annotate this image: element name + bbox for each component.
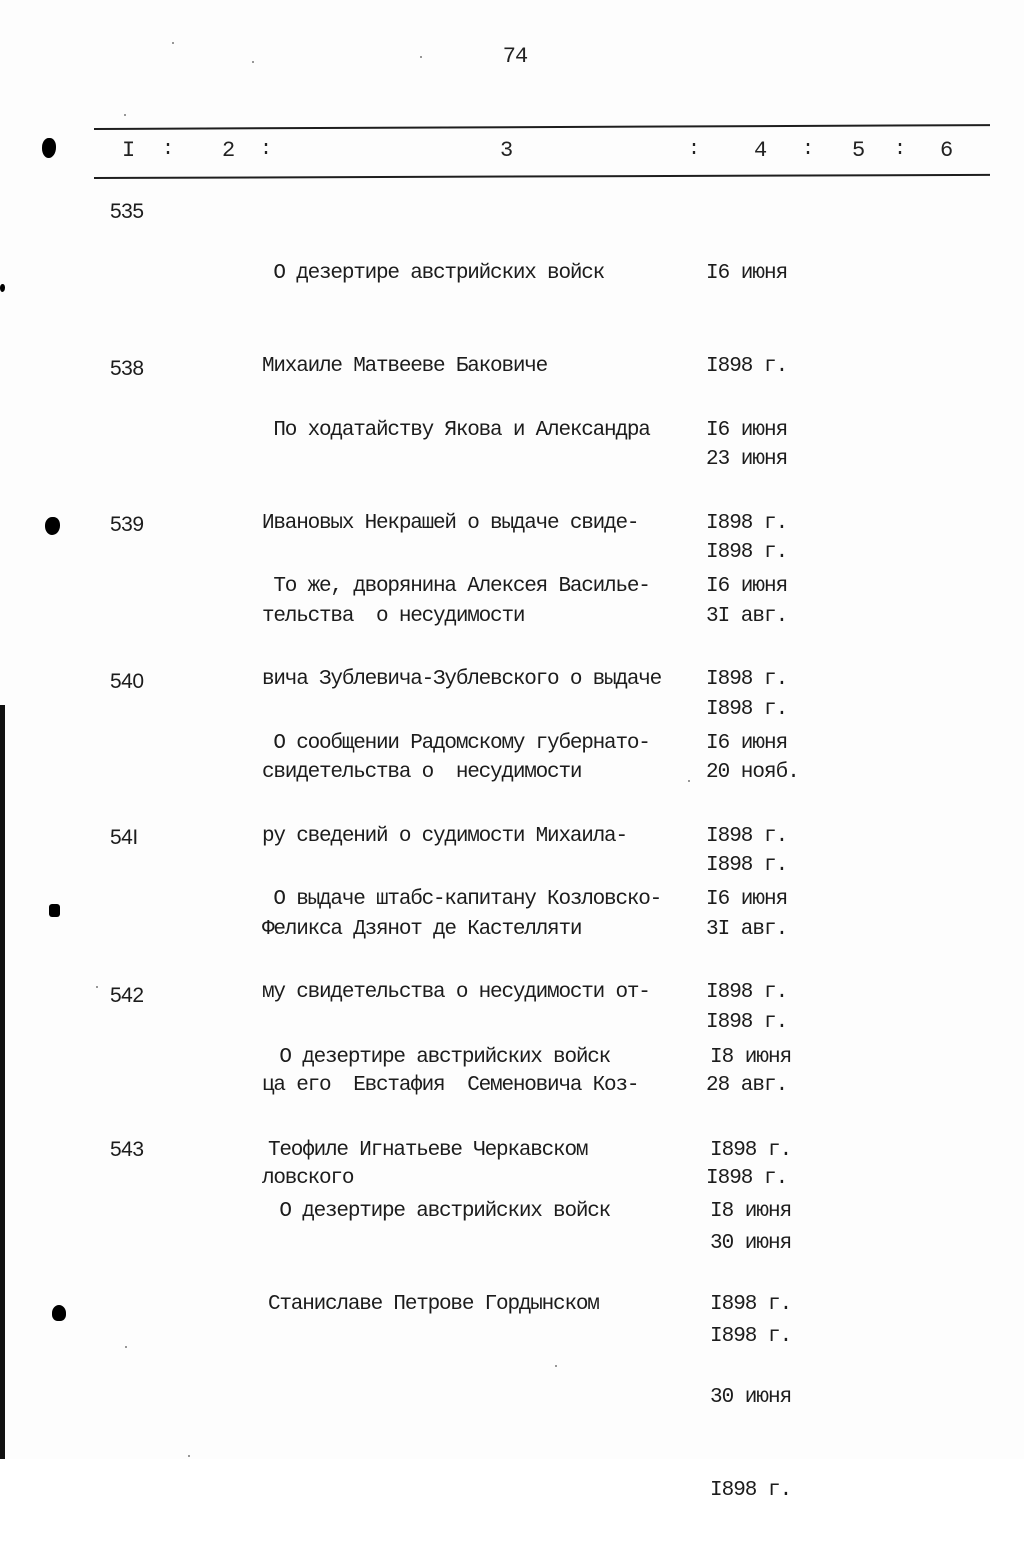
date-line: I898 г. (706, 512, 788, 535)
date-line: I6 июня (706, 262, 788, 285)
description-line: О дезертире австрийских войск (262, 262, 605, 285)
date-line: I898 г. (706, 1167, 788, 1190)
date-line: I898 г. (710, 1139, 792, 1162)
entry-dates (710, 1134, 791, 1568)
date-line: I898 г. (710, 1293, 792, 1316)
description-line: ловского (262, 1167, 354, 1190)
description-line: му свидетельства о несудимости от- (262, 981, 650, 1004)
date-line: I898 г. (706, 668, 788, 691)
page-number: 74 (502, 44, 528, 69)
date-line: I898 г. (706, 854, 788, 877)
column-separator: : (162, 138, 175, 161)
table-column-header (0, 138, 1024, 168)
scan-speck (688, 780, 690, 782)
column-separator: : (260, 138, 273, 161)
date-line: I898 г. (706, 698, 788, 721)
entry-number: 539 (110, 513, 144, 536)
scan-speck (188, 1455, 190, 1457)
description-line: Ивановых Некрашей о выдаче свиде- (262, 512, 639, 535)
entry-number: 542 (110, 984, 144, 1007)
date-line: I8 июня (710, 1200, 792, 1223)
punch-hole-mark (52, 1305, 66, 1321)
column-6-label: 6 (940, 138, 954, 163)
punch-hole-mark (45, 517, 60, 535)
entry-number: 540 (110, 670, 144, 693)
date-line: 3I авг. (706, 918, 788, 941)
punch-hole-mark (49, 904, 60, 917)
description-line: То же, дворянина Алексея Василье- (262, 575, 650, 598)
description-line: О дезертире австрийских войск (268, 1046, 611, 1069)
date-line: I898 г. (710, 1479, 792, 1502)
scan-speck (125, 1346, 127, 1348)
date-line: 28 авг. (706, 1074, 788, 1097)
column-5-label: 5 (852, 138, 866, 163)
date-line: 20 нояб. (706, 761, 799, 784)
column-3-label: 3 (500, 138, 514, 163)
date-line: 23 июня (706, 448, 788, 471)
entry-description (268, 1134, 610, 1382)
date-line: I898 г. (706, 981, 788, 1004)
column-4-label: 4 (754, 138, 768, 163)
date-line: 30 июня (710, 1232, 792, 1255)
date-line: I6 июня (706, 732, 788, 755)
entry-number: 538 (110, 357, 144, 380)
description-line: О сообщении Радомскому губернато- (262, 732, 650, 755)
table-header-bottom-rule (94, 174, 990, 179)
table-header-top-rule (94, 124, 990, 130)
description-line: Феликса Дзянот де Кастелляти (262, 918, 582, 941)
column-separator: : (802, 138, 815, 161)
column-separator: : (894, 138, 907, 161)
date-line: I898 г. (706, 541, 788, 564)
date-line: I898 г. (706, 1011, 788, 1034)
description-line: О выдаче штабс-капитану Козловско- (262, 888, 662, 911)
date-line: 30 июня (710, 1386, 792, 1409)
entry-number: 54I (110, 826, 138, 849)
punch-hole-mark (0, 284, 5, 292)
date-line: I6 июня (706, 888, 788, 911)
description-line: свидетельства о несудимости (262, 761, 582, 784)
scan-speck (96, 986, 98, 988)
date-line: I8 июня (710, 1046, 792, 1069)
date-line: I6 июня (706, 419, 788, 442)
description-line: ца его Евстафия Семеновича Коз- (262, 1074, 639, 1097)
description-line: О дезертире австрийских войск (268, 1200, 611, 1223)
column-2-label: 2 (222, 138, 236, 163)
column-1-label: I (122, 138, 136, 163)
scan-speck (124, 114, 126, 116)
entry-number: 543 (110, 1138, 144, 1161)
entry-number: 535 (110, 200, 144, 223)
description-line: тельства о несудимости (262, 605, 525, 628)
description-line: ру сведений о судимости Михаила- (262, 825, 627, 848)
date-line: I6 июня (706, 575, 788, 598)
scan-edge-shadow (0, 705, 5, 1459)
description-line: Теофиле Игнатьеве Черкавском (268, 1139, 588, 1162)
description-line: Станиславе Петрове Гордынском (268, 1293, 599, 1316)
date-line: I898 г. (706, 355, 788, 378)
date-line: 3I авг. (706, 605, 788, 628)
description-line: Михаиле Матвееве Баковиче (262, 355, 548, 378)
date-line: I898 г. (706, 825, 788, 848)
column-separator: : (688, 138, 701, 161)
description-line: вича Зублевича-Зублевского о выдаче (262, 668, 662, 691)
description-line: По ходатайству Якова и Александра (262, 419, 650, 442)
date-line: I898 г. (710, 1325, 792, 1348)
